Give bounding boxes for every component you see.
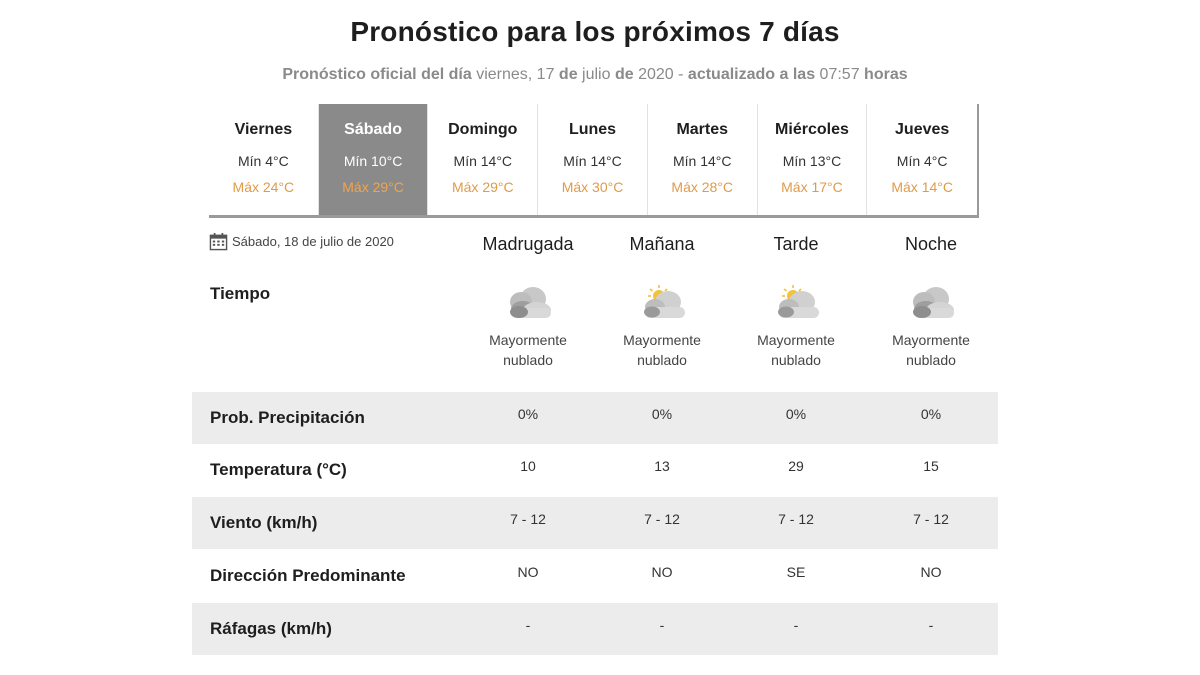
subtitle-year: 2020 - [638, 66, 684, 83]
period-madrugada: Madrugada [482, 234, 574, 254]
row-label: Viento (km/h) [210, 513, 318, 532]
day-max-temp: Máx 14°C [891, 179, 953, 195]
day-tab-sabado[interactable] [319, 104, 429, 215]
row-value: 0% [517, 406, 539, 422]
day-name: Martes [676, 121, 729, 138]
period-noche: Noche [904, 234, 958, 254]
row-value: NO [517, 564, 539, 580]
day-max-temp: Máx 24°C [232, 179, 295, 195]
row-value: 15 [923, 458, 939, 474]
row-value: - [659, 617, 665, 633]
row-label: Prob. Precipitación [210, 408, 365, 427]
weather-desc: Mayormente [623, 332, 701, 348]
row-value: NO [651, 564, 673, 580]
day-min-temp: Mín 4°C [237, 153, 289, 169]
row-label: Ráfagas (km/h) [210, 619, 332, 638]
day-name: Lunes [568, 121, 617, 138]
day-min-temp: Mín 14°C [563, 153, 622, 169]
cloud-icon [501, 282, 555, 322]
selected-date [209, 232, 394, 251]
day-max-temp: Máx 17°C [781, 179, 843, 195]
calendar-icon [209, 232, 228, 251]
page-title: Pronóstico para los próximos 7 días [350, 16, 840, 47]
row-value: NO [920, 564, 942, 580]
day-max-temp: Máx 28°C [671, 179, 734, 195]
selected-date-text: Sábado, 18 de julio de 2020 [232, 234, 394, 249]
weather-tarde [726, 282, 866, 370]
day-name: Jueves [895, 121, 950, 138]
row-value: - [525, 617, 531, 633]
day-max-temp: Máx 30°C [561, 179, 624, 195]
weather-desc: nublado [637, 352, 687, 368]
subtitle-hours: horas [864, 66, 908, 83]
day-tab-martes[interactable] [648, 104, 758, 215]
subtitle-de: de [558, 66, 578, 83]
cloud-icon [904, 282, 958, 322]
row-label: Temperatura (°C) [210, 460, 347, 479]
weather-manana [592, 282, 732, 370]
day-max-temp: Máx 29°C [342, 179, 404, 195]
row-value: - [928, 617, 934, 633]
day-tab-miercoles[interactable] [758, 104, 868, 215]
row-value: 7 - 12 [913, 511, 949, 527]
day-name: Miércoles [775, 121, 849, 138]
day-tab-jueves[interactable] [867, 104, 977, 215]
row-value: 10 [520, 458, 536, 474]
period-manana: Mañana [629, 234, 695, 254]
sun-cloud-icon [635, 282, 689, 322]
row-precipitacion [192, 392, 998, 444]
day-min-temp: Mín 14°C [672, 153, 732, 169]
sun-cloud-icon [769, 282, 823, 322]
row-viento [192, 497, 998, 549]
day-name: Sábado [344, 121, 402, 138]
subtitle-time: 07:57 [819, 66, 860, 83]
day-tab-domingo[interactable] [428, 104, 538, 215]
row-value: 7 - 12 [510, 511, 546, 527]
weather-desc: Mayormente [489, 332, 567, 348]
row-value: - [793, 617, 799, 633]
weather-desc: nublado [906, 352, 956, 368]
row-value: SE [786, 564, 806, 580]
row-value: 0% [920, 406, 942, 422]
row-value: 29 [788, 458, 804, 474]
day-max-temp: Máx 29°C [451, 179, 514, 195]
day-name: Domingo [448, 121, 518, 138]
day-min-temp: Mín 13°C [782, 153, 842, 169]
row-temperatura [192, 444, 998, 496]
weather-desc: Mayormente [757, 332, 835, 348]
day-tab-viernes[interactable] [209, 104, 319, 215]
row-direccion [192, 550, 998, 602]
day-tabs [209, 104, 979, 218]
row-label: Dirección Predominante [210, 566, 406, 585]
weather-noche [861, 282, 1001, 370]
subtitle-weekday: viernes, 17 [476, 66, 555, 83]
day-min-temp: Mín 10°C [343, 153, 403, 169]
weather-madrugada [458, 282, 598, 370]
row-value: 0% [785, 406, 807, 422]
row-value: 7 - 12 [644, 511, 680, 527]
weather-desc: Mayormente [892, 332, 970, 348]
row-rafagas [192, 603, 998, 655]
subtitle-updated: actualizado a las [687, 66, 816, 83]
row-value: 7 - 12 [778, 511, 814, 527]
forecast-subtitle [0, 66, 1190, 84]
row-label-tiempo: Tiempo [210, 284, 271, 303]
row-value: 0% [651, 406, 673, 422]
row-value: 13 [654, 458, 670, 474]
subtitle-de: de [614, 66, 634, 83]
day-name: Viernes [234, 121, 293, 138]
day-min-temp: Mín 14°C [453, 153, 513, 169]
day-tab-lunes[interactable] [538, 104, 648, 215]
day-min-temp: Mín 4°C [896, 153, 948, 169]
subtitle-month: julio [582, 66, 611, 83]
weather-desc: nublado [503, 352, 553, 368]
subtitle-prefix: Pronóstico oficial del día [282, 66, 472, 83]
weather-desc: nublado [771, 352, 821, 368]
period-tarde: Tarde [773, 234, 819, 254]
